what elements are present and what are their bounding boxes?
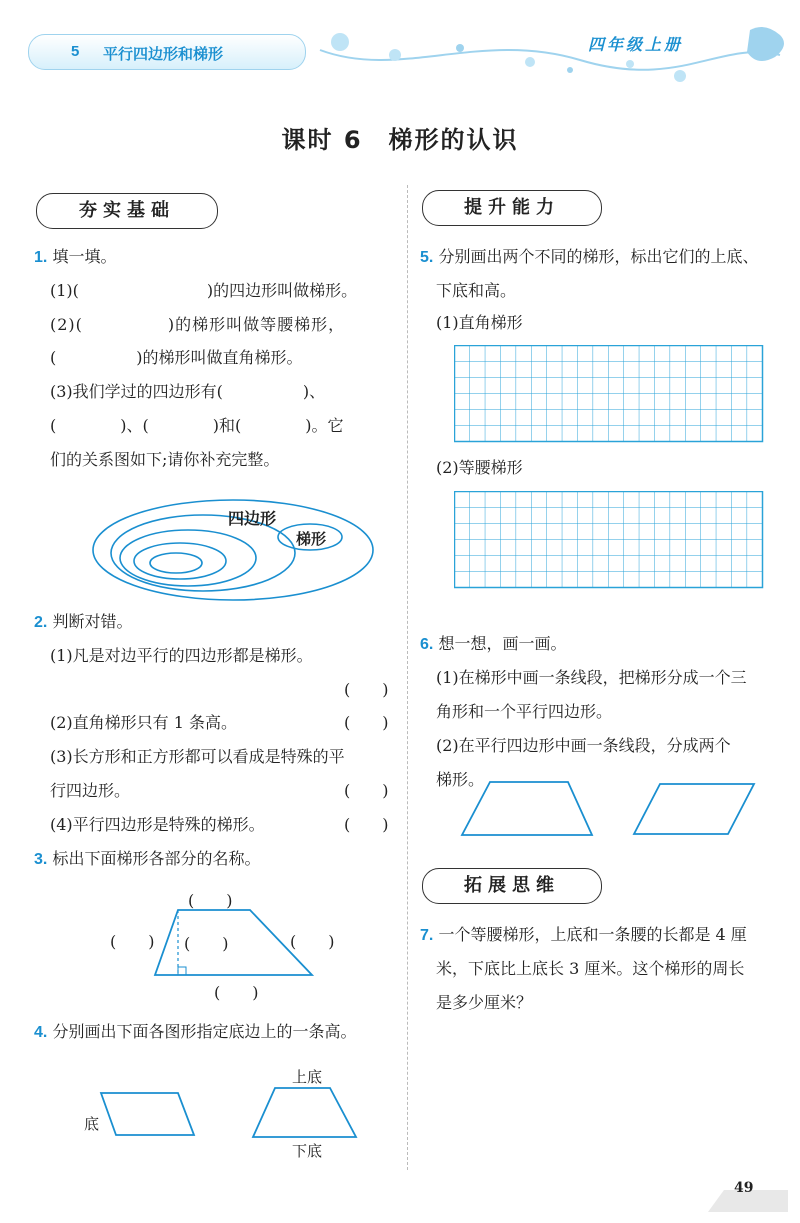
question-1 (34, 247, 116, 268)
question-5-line-1: 分别画出两个不同的梯形，标出它们的上底、 (438, 247, 759, 266)
q6-line-4: 梯形。 (436, 770, 485, 789)
q2-line-1: (1)凡是对边平行的四边形都是梯形。 (50, 646, 313, 665)
q3-label-top[interactable]: ( ) (188, 891, 233, 910)
grade-label: 四年级上册 (588, 37, 684, 54)
q5-grid-right-trapezoid[interactable] (454, 345, 764, 443)
q2-line-2: (2)直角梯形只有 1 条高。 (50, 713, 238, 732)
q4-label-top-base: 上底 (292, 1068, 323, 1086)
q2-answer-3[interactable]: ( ) (344, 781, 389, 800)
q1-line-2: (2)( )的梯形叫做等腰梯形， (50, 315, 346, 334)
q6-trapezoid-figure[interactable] (460, 780, 595, 838)
q6-line-3: (2)在平行四边形中画一条线段，分成两个 (436, 736, 731, 755)
q6-parallelogram-figure[interactable] (632, 782, 757, 837)
q5-line-2: 下底和高。 (436, 281, 517, 300)
section-title-basics: 夯实基础 (79, 200, 175, 221)
q1-line-1: (1)( )的四边形叫做梯形。 (50, 281, 358, 300)
q2-answer-4[interactable]: ( ) (344, 815, 389, 834)
q2-answer-1[interactable]: ( ) (344, 680, 389, 699)
page-title: 课时 6 梯形的认识 (281, 126, 519, 154)
q7-line-2: 米，下底比上底长 3 厘米。这个梯形的周长 (436, 959, 745, 978)
q3-label-bottom[interactable]: ( ) (214, 983, 259, 1002)
q5-sub-2: (2)等腰梯形 (436, 458, 523, 477)
question-4-number: 4. (34, 1024, 48, 1041)
question-7-line-1: 一个等腰梯形，上底和一条腰的长都是 4 厘 (438, 925, 747, 944)
q6-line-1: (1)在梯形中画一条线段，把梯形分成一个三 (436, 668, 747, 687)
chapter-number: 5 (71, 43, 80, 60)
column-divider (407, 185, 408, 1170)
q2-line-3: (3)长方形和正方形都可以看成是特殊的平 (50, 747, 345, 766)
question-5 (420, 247, 758, 268)
page-number: 49 (734, 1180, 754, 1196)
q1-line-3: ( )的梯形叫做直角梯形。 (50, 348, 303, 367)
q6-line-2: 角形和一个平行四边形。 (436, 702, 613, 721)
question-6-number: 6. (420, 636, 434, 653)
section-title-improve: 提升能力 (464, 197, 560, 218)
chapter-header (28, 34, 306, 70)
q2-answer-2[interactable]: ( ) (344, 713, 389, 732)
q7-line-3: 是多少厘米？ (436, 993, 533, 1012)
q3-label-left-leg[interactable]: ( ) (110, 932, 155, 951)
chapter-title: 平行四边形和梯形 (103, 46, 224, 63)
q5-sub-1: (1)直角梯形 (436, 313, 523, 332)
section-badge-basics (36, 193, 218, 229)
q3-label-height[interactable]: ( ) (184, 934, 229, 953)
q5-grid-isosceles-trapezoid[interactable] (454, 491, 764, 589)
question-3-number: 3. (34, 851, 48, 868)
question-6-text: 想一想，画一画。 (438, 634, 567, 653)
question-4-text: 分别画出下面各图形指定底边上的一条高。 (52, 1022, 357, 1041)
section-title-expand: 拓展思维 (464, 875, 560, 896)
q1-line-4: (3)我们学过的四边形有( )、 (50, 382, 326, 401)
section-badge-expand (422, 868, 602, 904)
q3-label-right-leg[interactable]: ( ) (290, 932, 335, 951)
q4-parallelogram-figure (98, 1090, 198, 1140)
q1-line-5: ( )、( )和( )。它 (50, 416, 344, 435)
question-6 (420, 634, 566, 655)
diagram-label-quadrilateral: 四边形 (228, 509, 277, 528)
question-2-text: 判断对错。 (52, 612, 133, 631)
question-1-number: 1. (34, 249, 48, 266)
q2-line-5: (4)平行四边形是特殊的梯形。 (50, 815, 265, 834)
question-5-number: 5. (420, 249, 434, 266)
q1-line-6: 们的关系图如下;请你补充完整。 (50, 450, 280, 469)
question-4 (34, 1022, 356, 1043)
question-7-number: 7. (420, 927, 434, 944)
diagram-label-trapezoid: 梯形 (296, 530, 327, 548)
question-3 (34, 849, 260, 870)
section-badge-improve (422, 190, 602, 226)
question-2-number: 2. (34, 614, 48, 631)
header-bubbles-decoration (300, 20, 800, 90)
question-7 (420, 925, 747, 946)
q4-trapezoid-figure (250, 1085, 360, 1140)
q4-label-base: 底 (84, 1115, 100, 1133)
q4-label-bottom-base: 下底 (292, 1142, 323, 1160)
question-2 (34, 612, 132, 633)
q2-line-4: 行四边形。 (50, 781, 131, 800)
question-1-text: 填一填。 (52, 247, 117, 266)
question-3-text: 标出下面梯形各部分的名称。 (52, 849, 261, 868)
